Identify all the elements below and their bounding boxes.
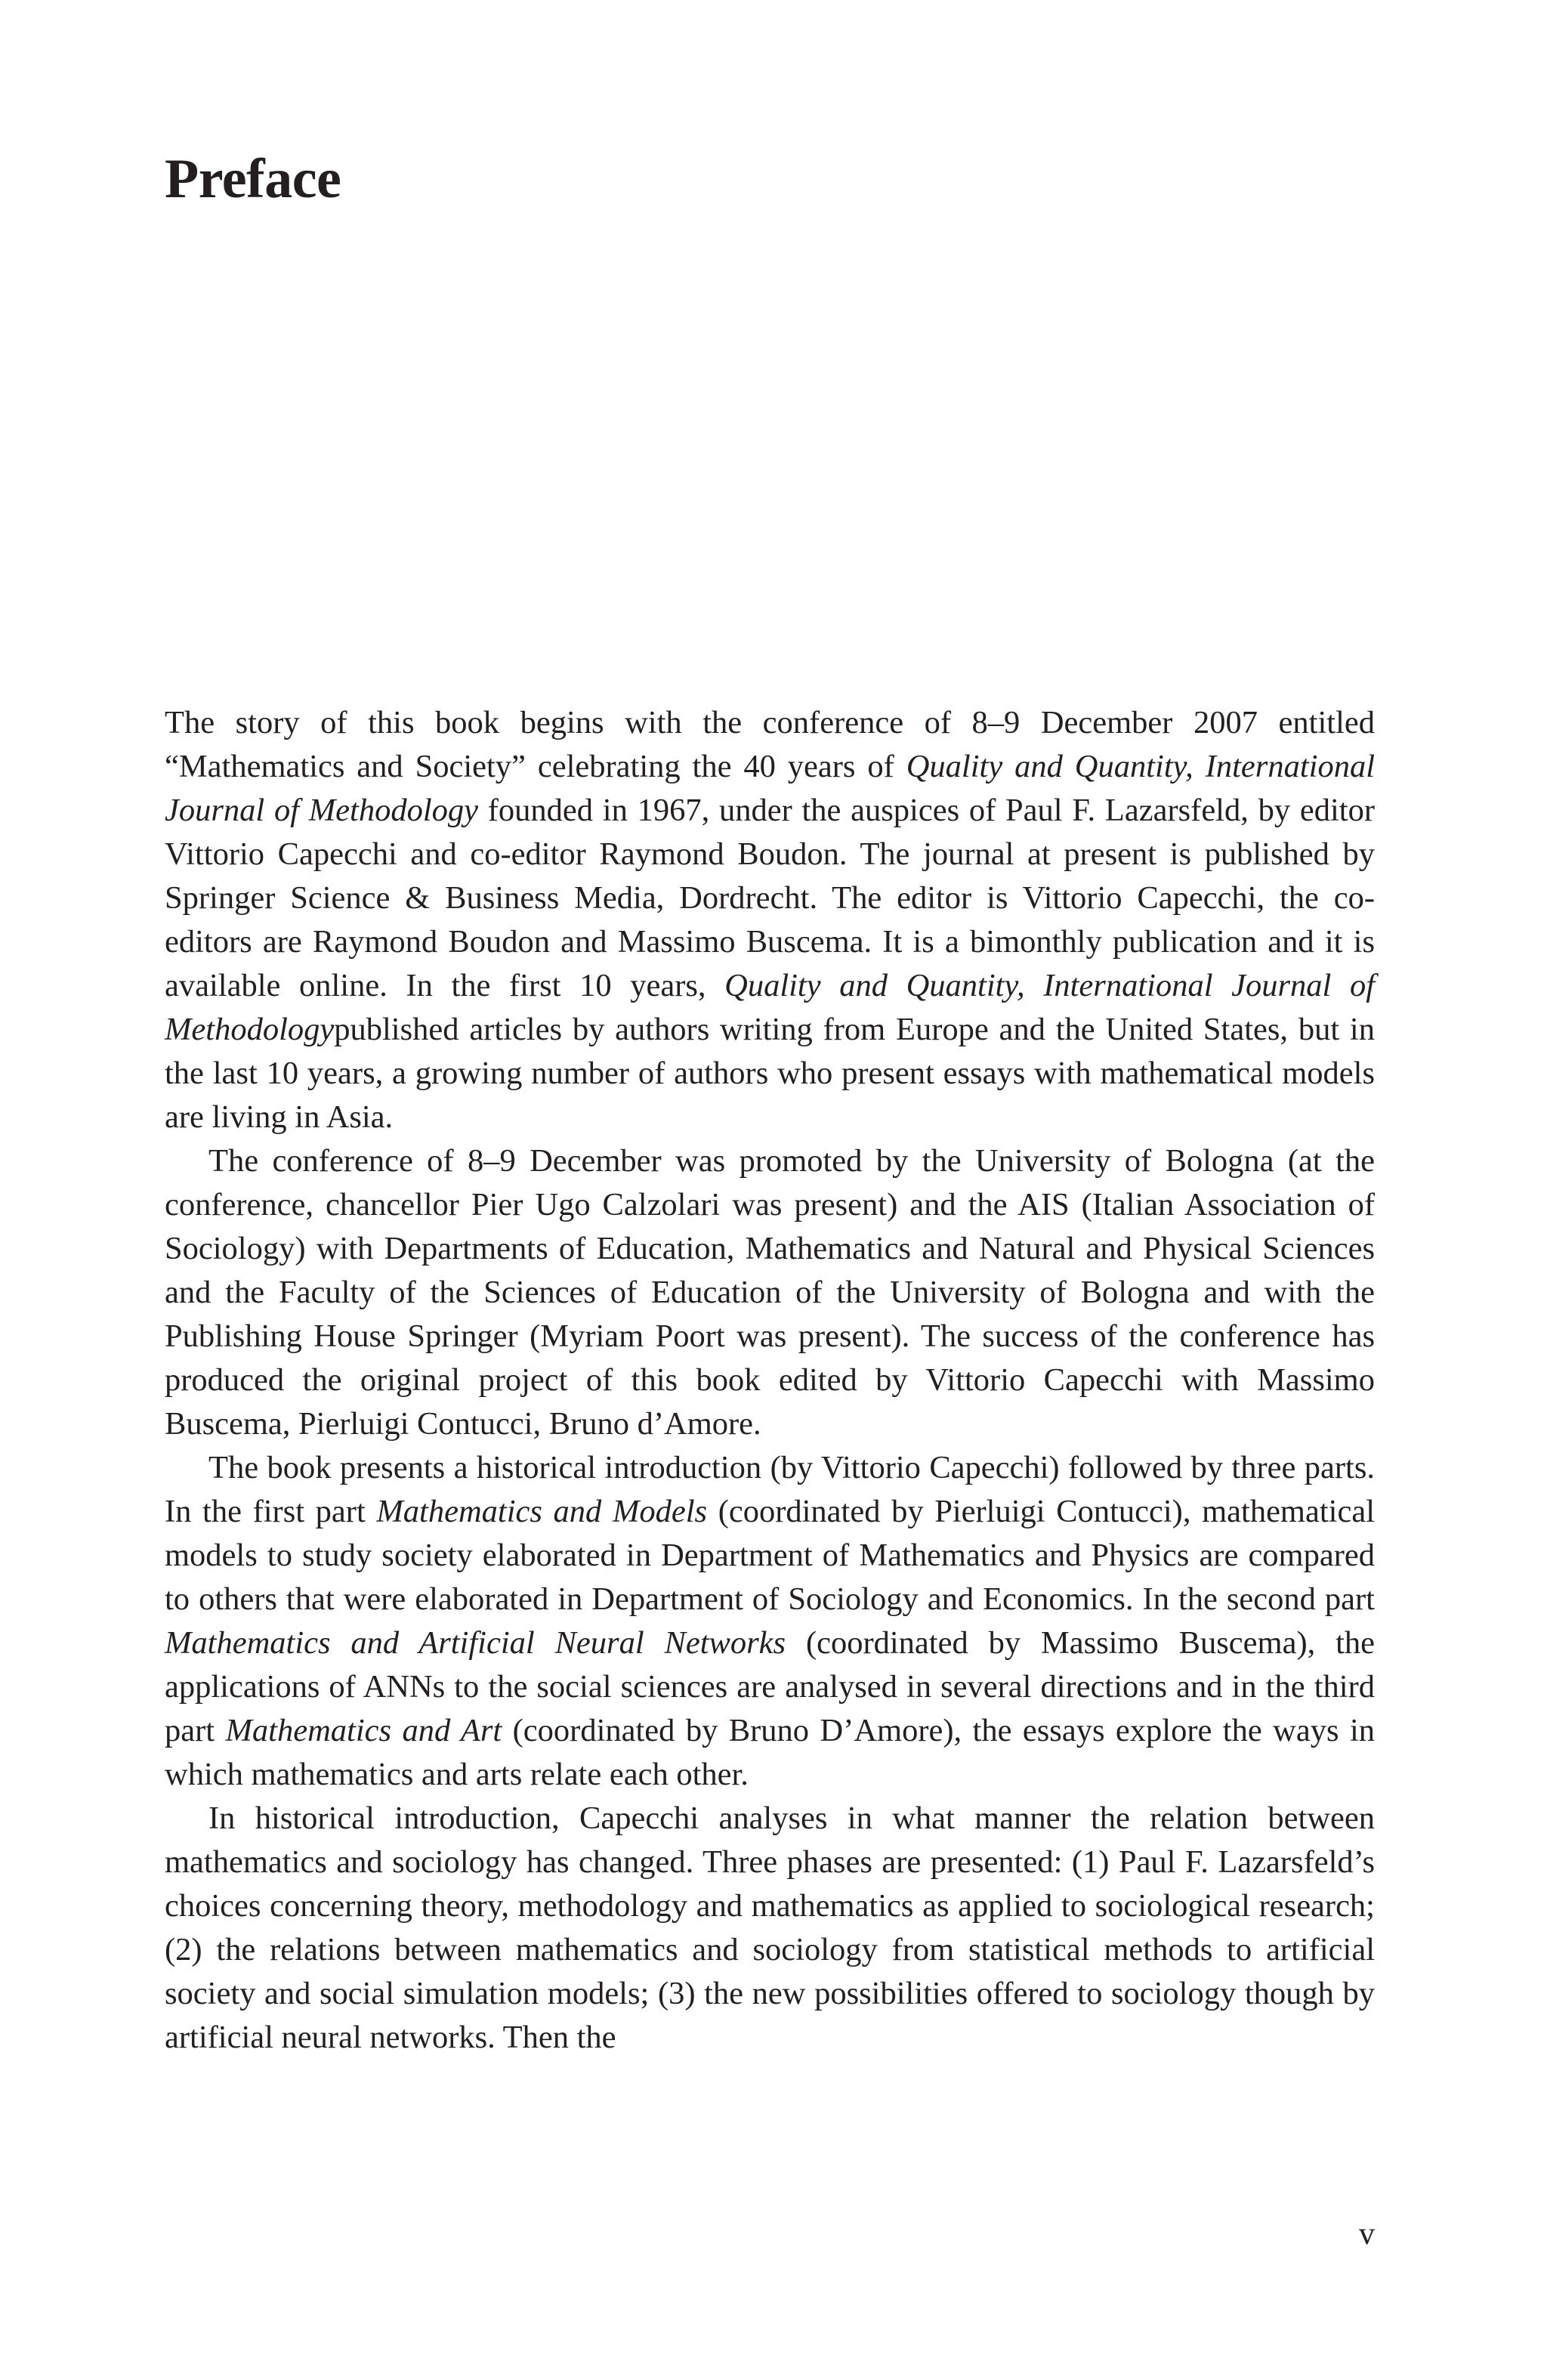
journal-title-italic: Quality and Quantity, International Journal of Methodology (165, 968, 1375, 1047)
paragraph-text: The story of this book begins with the conference of 8–9 December 2007 entitled “Mathematics and Society” celebrating the 40 years of (165, 705, 1375, 784)
page-number: v (1359, 2217, 1375, 2252)
paragraph-text: published articles by authors writing from Europe and the United States, but in the last 10 years, a growing number of authors who present essays with mathematical models are living in Asia. (165, 1012, 1375, 1135)
paragraph-text: (coordinated by Bruno D’Amore), the essays explore the ways in which mathematics and arts relate each other. (165, 1713, 1375, 1792)
journal-title-italic: Quality and Quantity, International Journal of Methodology (165, 749, 1376, 828)
paragraph-2 (165, 1139, 1375, 1446)
paragraph-text: founded in 1967, under the auspices of Paul F. Lazarsfeld, by editor Vittorio Capecchi and co-editor Raymond Boudon. The journal at present is published by Springer Science & Business Media, Dordrecht. The editor is Vittorio Capecchi, the co-editors are Raymond Boudon and Massimo Buscema. It is a bimonthly publication and it is available online. In the first 10 years, (165, 793, 1375, 1003)
paragraph-text: The conference of 8–9 December was promoted by the University of Bologna (at the conference, chancellor Pier Ugo Calzolari was present) and the AIS (Italian Association of Sociology) with Departments of Education, Mathematics and Natural and Physical Sciences and the Faculty of the Sciences of Education of the University of Bologna and with the Publishing House Springer (Myriam Poort was present). The success of the conference has produced the original project of this book edited by Vittorio Capecchi with Massimo Buscema, Pierluigi Contucci, Bruno d’Amore. (165, 1143, 1375, 1442)
paragraph-4 (165, 1797, 1375, 2060)
paragraph-text: (coordinated by Pierluigi Contucci), mathematical models to study society elaborated in Department of Mathematics and Physics are compared to others that were elaborated in Department of Sociology and Economics. In the second part (165, 1494, 1376, 1617)
paragraph-text: The book presents a historical introduction (by Vittorio Capecchi) followed by three parts. In the first part (165, 1450, 1375, 1529)
part-title-italic: Mathematics and Models (376, 1494, 708, 1529)
preface-body (165, 701, 1375, 2060)
paragraph-text: (coordinated by Massimo Buscema), the applications of ANNs to the social sciences are analysed in several directions and in the third part (165, 1625, 1376, 1748)
page-title: Preface (165, 148, 341, 210)
part-title-italic: Mathematics and Artificial Neural Networks (165, 1625, 786, 1661)
part-title-italic: Mathematics and Art (225, 1713, 502, 1748)
paragraph-1 (165, 701, 1375, 1139)
paragraph-text: In historical introduction, Capecchi analyses in what manner the relation between mathematics and sociology has changed. Three phases are presented: (1) Paul F. Lazarsfeld’s choices concerning theory, methodology and mathematics as applied to sociological research; (2) the relations between mathematics and sociology from statistical methods to artificial society and social simulation models; (3) the new possibilities offered to sociology though by artificial neural networks. Then the (165, 1800, 1375, 2055)
paragraph-3 (165, 1446, 1375, 1797)
